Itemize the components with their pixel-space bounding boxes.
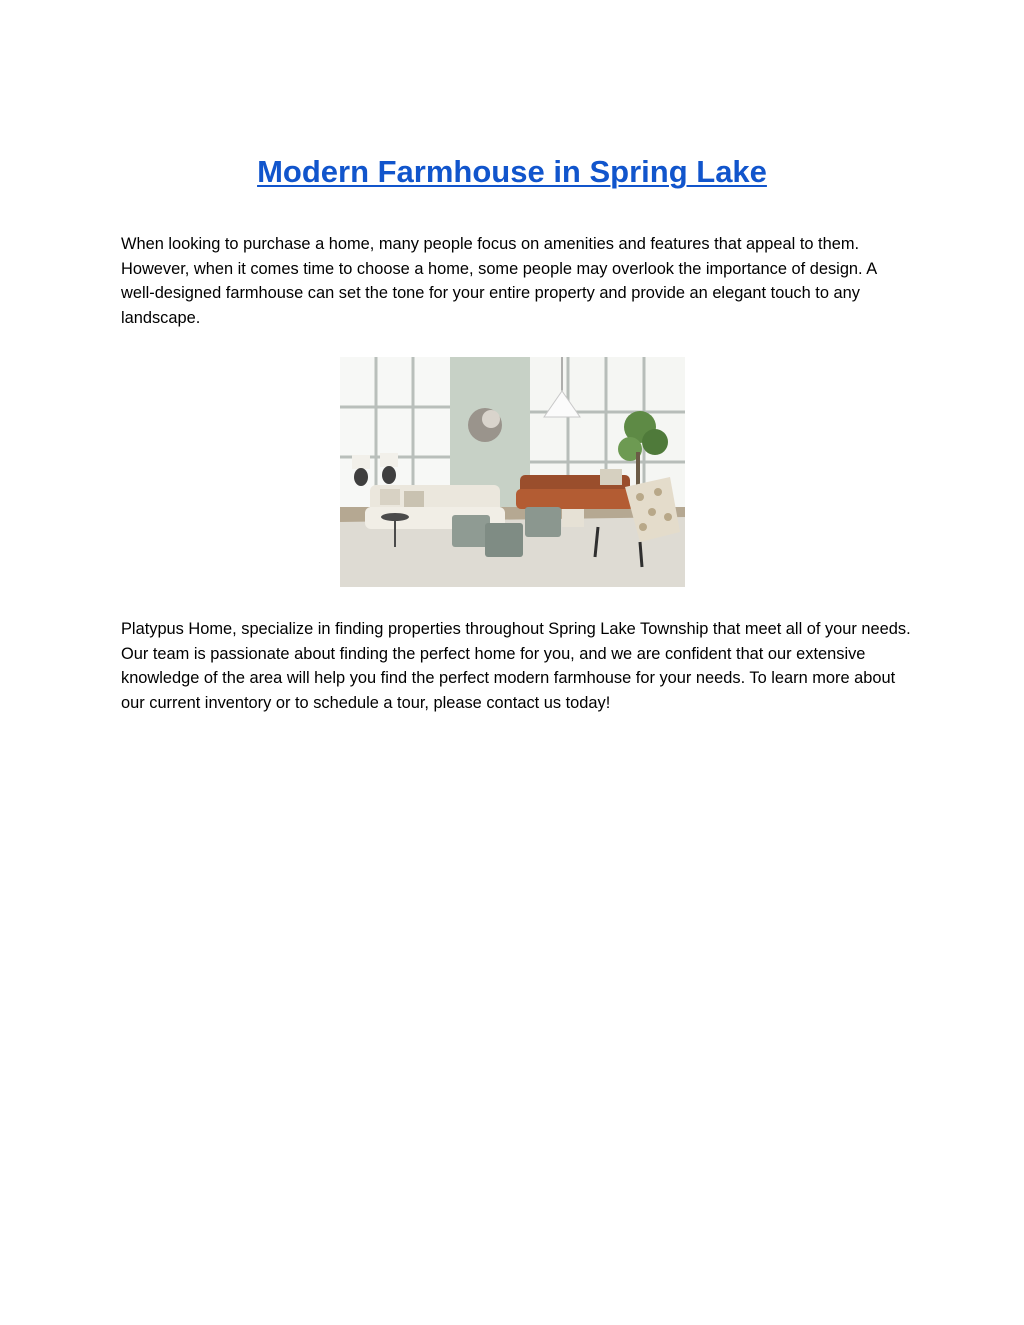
page-title [0, 152, 1024, 192]
intro-paragraph: When looking to purchase a home, many people focus on amenities and features that appeal to them. However, when it comes time to choose a home, some people may overlook the importance of design. A well-designed farmhouse can set the tone for your entire property and provide an elegant touch to any landscape. [121, 235, 877, 327]
living-room-photo [340, 357, 685, 587]
closing-paragraph: Platypus Home, specialize in finding properties throughout Spring Lake Township that meet all of your needs. Our team is passionate about finding the perfect home for you, and we are confident that our extensive knowledge of the area will help you find the perfect modern farmhouse for your needs. To learn more about our current inventory or to schedule a tour, please contact us today! [121, 620, 911, 712]
title-link[interactable]: Modern Farmhouse in Spring Lake [257, 154, 767, 189]
